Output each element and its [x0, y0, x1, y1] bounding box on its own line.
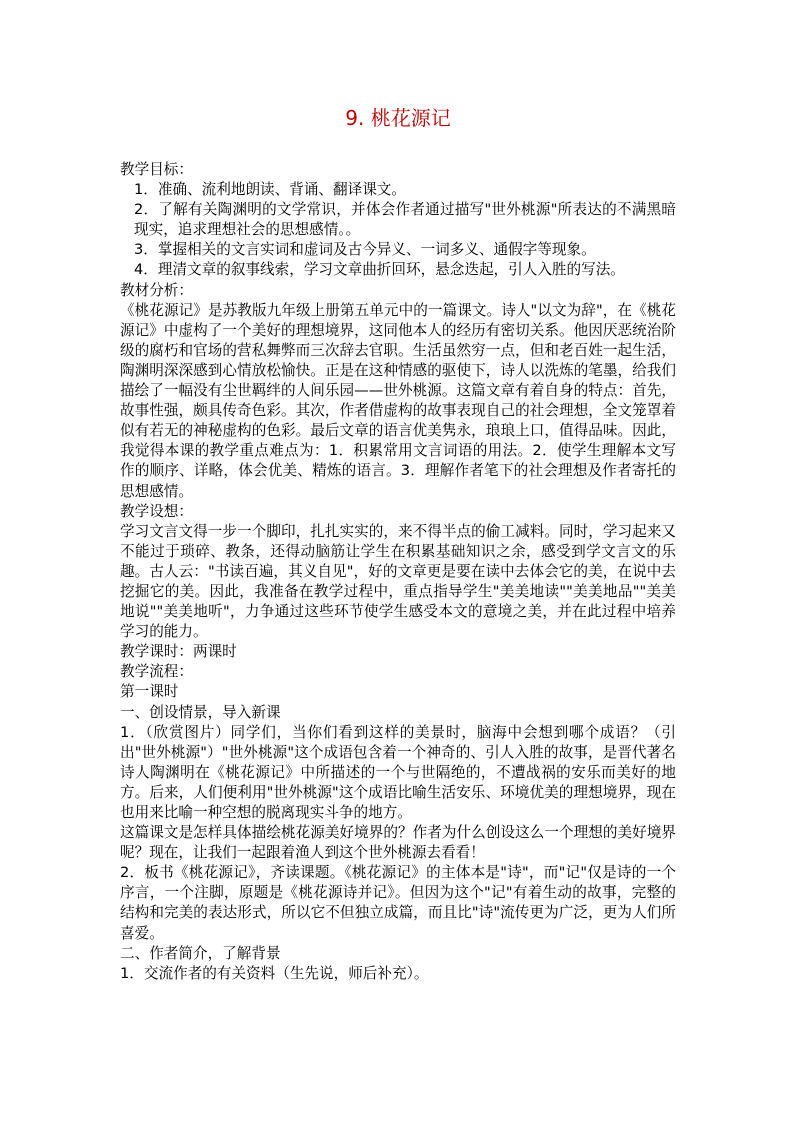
section-heading-objectives: 教学目标： [120, 161, 193, 178]
step-paragraph: 这篇课文是怎样具体描绘桃花源美好境界的？作者为什么创设这么一个理想的美好境界呢？现在，让我们一起跟着渔人到这个世外桃源去看看！ [120, 824, 676, 862]
analysis-paragraph: 《桃花源记》是苏教版九年级上册第五单元中的一篇课文。诗人"以文为辞"，在《桃花源记》中虚构了一个美好的理想境界，这同他本人的经历有密切关系。他因厌恶统治阶级的腐朽和官场的营私舞弊而三次辞去官职。生活虽然穷一点，但和老百姓一起生活，陶渊明深深感到心情放松愉快。正是在这种情感的驱使下，诗人以洗炼的笔墨，给我们描绘了一幅没有尘世羁绊的人间乐园——世外桃源。这篇文章有着自身的特点：首先，故事性强，颇具传奇色彩。其次，作者借虚构的故事表现自己的社会理想，全文笼罩着似有若无的神秘虚构的色彩。最后文章的语言优美隽永，琅琅上口，值得品味。因此，我觉得本课的教学重点难点为：1．积累常用文言词语的用法。2．使学生理解本文写作的顺序、详略，体会优美、精炼的语言。3．理解作者笔下的社会理想及作者寄托的思想感情。 [120, 301, 676, 500]
section-heading-analysis: 教材分析： [120, 281, 193, 299]
document-title: 9. 桃花源记 [345, 106, 451, 130]
objective-item: 1．准确、流利地朗读、背诵、翻译课文。 [134, 181, 406, 199]
design-paragraph: 学习文言文得一步一个脚印，扎扎实实的，来不得半点的偷工减料。同时，学习起来又不能过于琐碎、教条，还得动脑筋让学生在积累基础知识之余，感受到学文言文的乐趣。古人云："书读百遍，其义自见"，好的文章更是要在读中去体会它的美，在说中去挖掘它的美。因此，我准备在教学过程中，重点指导学生"美美地读""美美地品""美美地说""美美地听"，力争通过这些环节使学生感受本文的意境之美，并在此过程中培养学习的能力。 [120, 522, 676, 641]
objective-item: 4．理清文章的叙事线索，学习文章曲折回环，悬念迭起，引人入胜的写法。 [134, 261, 625, 279]
step-paragraph: 1．（欣赏图片）同学们，当你们看到这样的美景时，脑海中会想到哪个成语？（引出"世外桃源"）"世外桃源"这个成语包含着一个神奇的、引人入胜的故事，是晋代著名诗人陶渊明在《桃花源记》中所描述的一个与世隔绝的，不遭战祸的安乐而美好的地方。后来，人们便利用"世外桃源"这个成语比喻生活安乐、环境优美的理想境界，现在也用来比喻一种空想的脱离现实斗争的地方。 [120, 723, 676, 821]
objective-item: 3．掌握相关的文言实词和虚词及古今异义、一词多义、通假字等现象。 [134, 241, 596, 259]
step-paragraph: 1．交流作者的有关资料（生先说，师后补充）。 [120, 964, 429, 982]
class-hours: 教学课时：两课时 [120, 643, 237, 661]
step-heading: 二、作者简介，了解背景 [120, 944, 281, 962]
objective-item: 2．了解有关陶渊明的文学常识，并体会作者通过描写"世外桃源"所表达的不满黑暗现实，追求理想社会的思想感情。。 [134, 201, 676, 239]
lesson-heading: 第一课时 [120, 683, 179, 701]
section-heading-process: 教学流程： [120, 663, 193, 681]
document-body [120, 160, 676, 984]
section-heading-design: 教学设想： [120, 502, 193, 520]
step-paragraph: 2．板书《桃花源记》，齐读课题。《桃花源记》的主体本是"诗"，而"记"仅是诗的一个序言，一个注脚，原题是《桃花源诗并记》。但因为这个"记"有着生动的故事，完整的结构和完美的表达形式，所以它不但独立成篇，而且比"诗"流传更为广泛，更为人们所喜爱。 [120, 864, 676, 942]
step-heading: 一、创设情景，导入新课 [120, 703, 281, 721]
